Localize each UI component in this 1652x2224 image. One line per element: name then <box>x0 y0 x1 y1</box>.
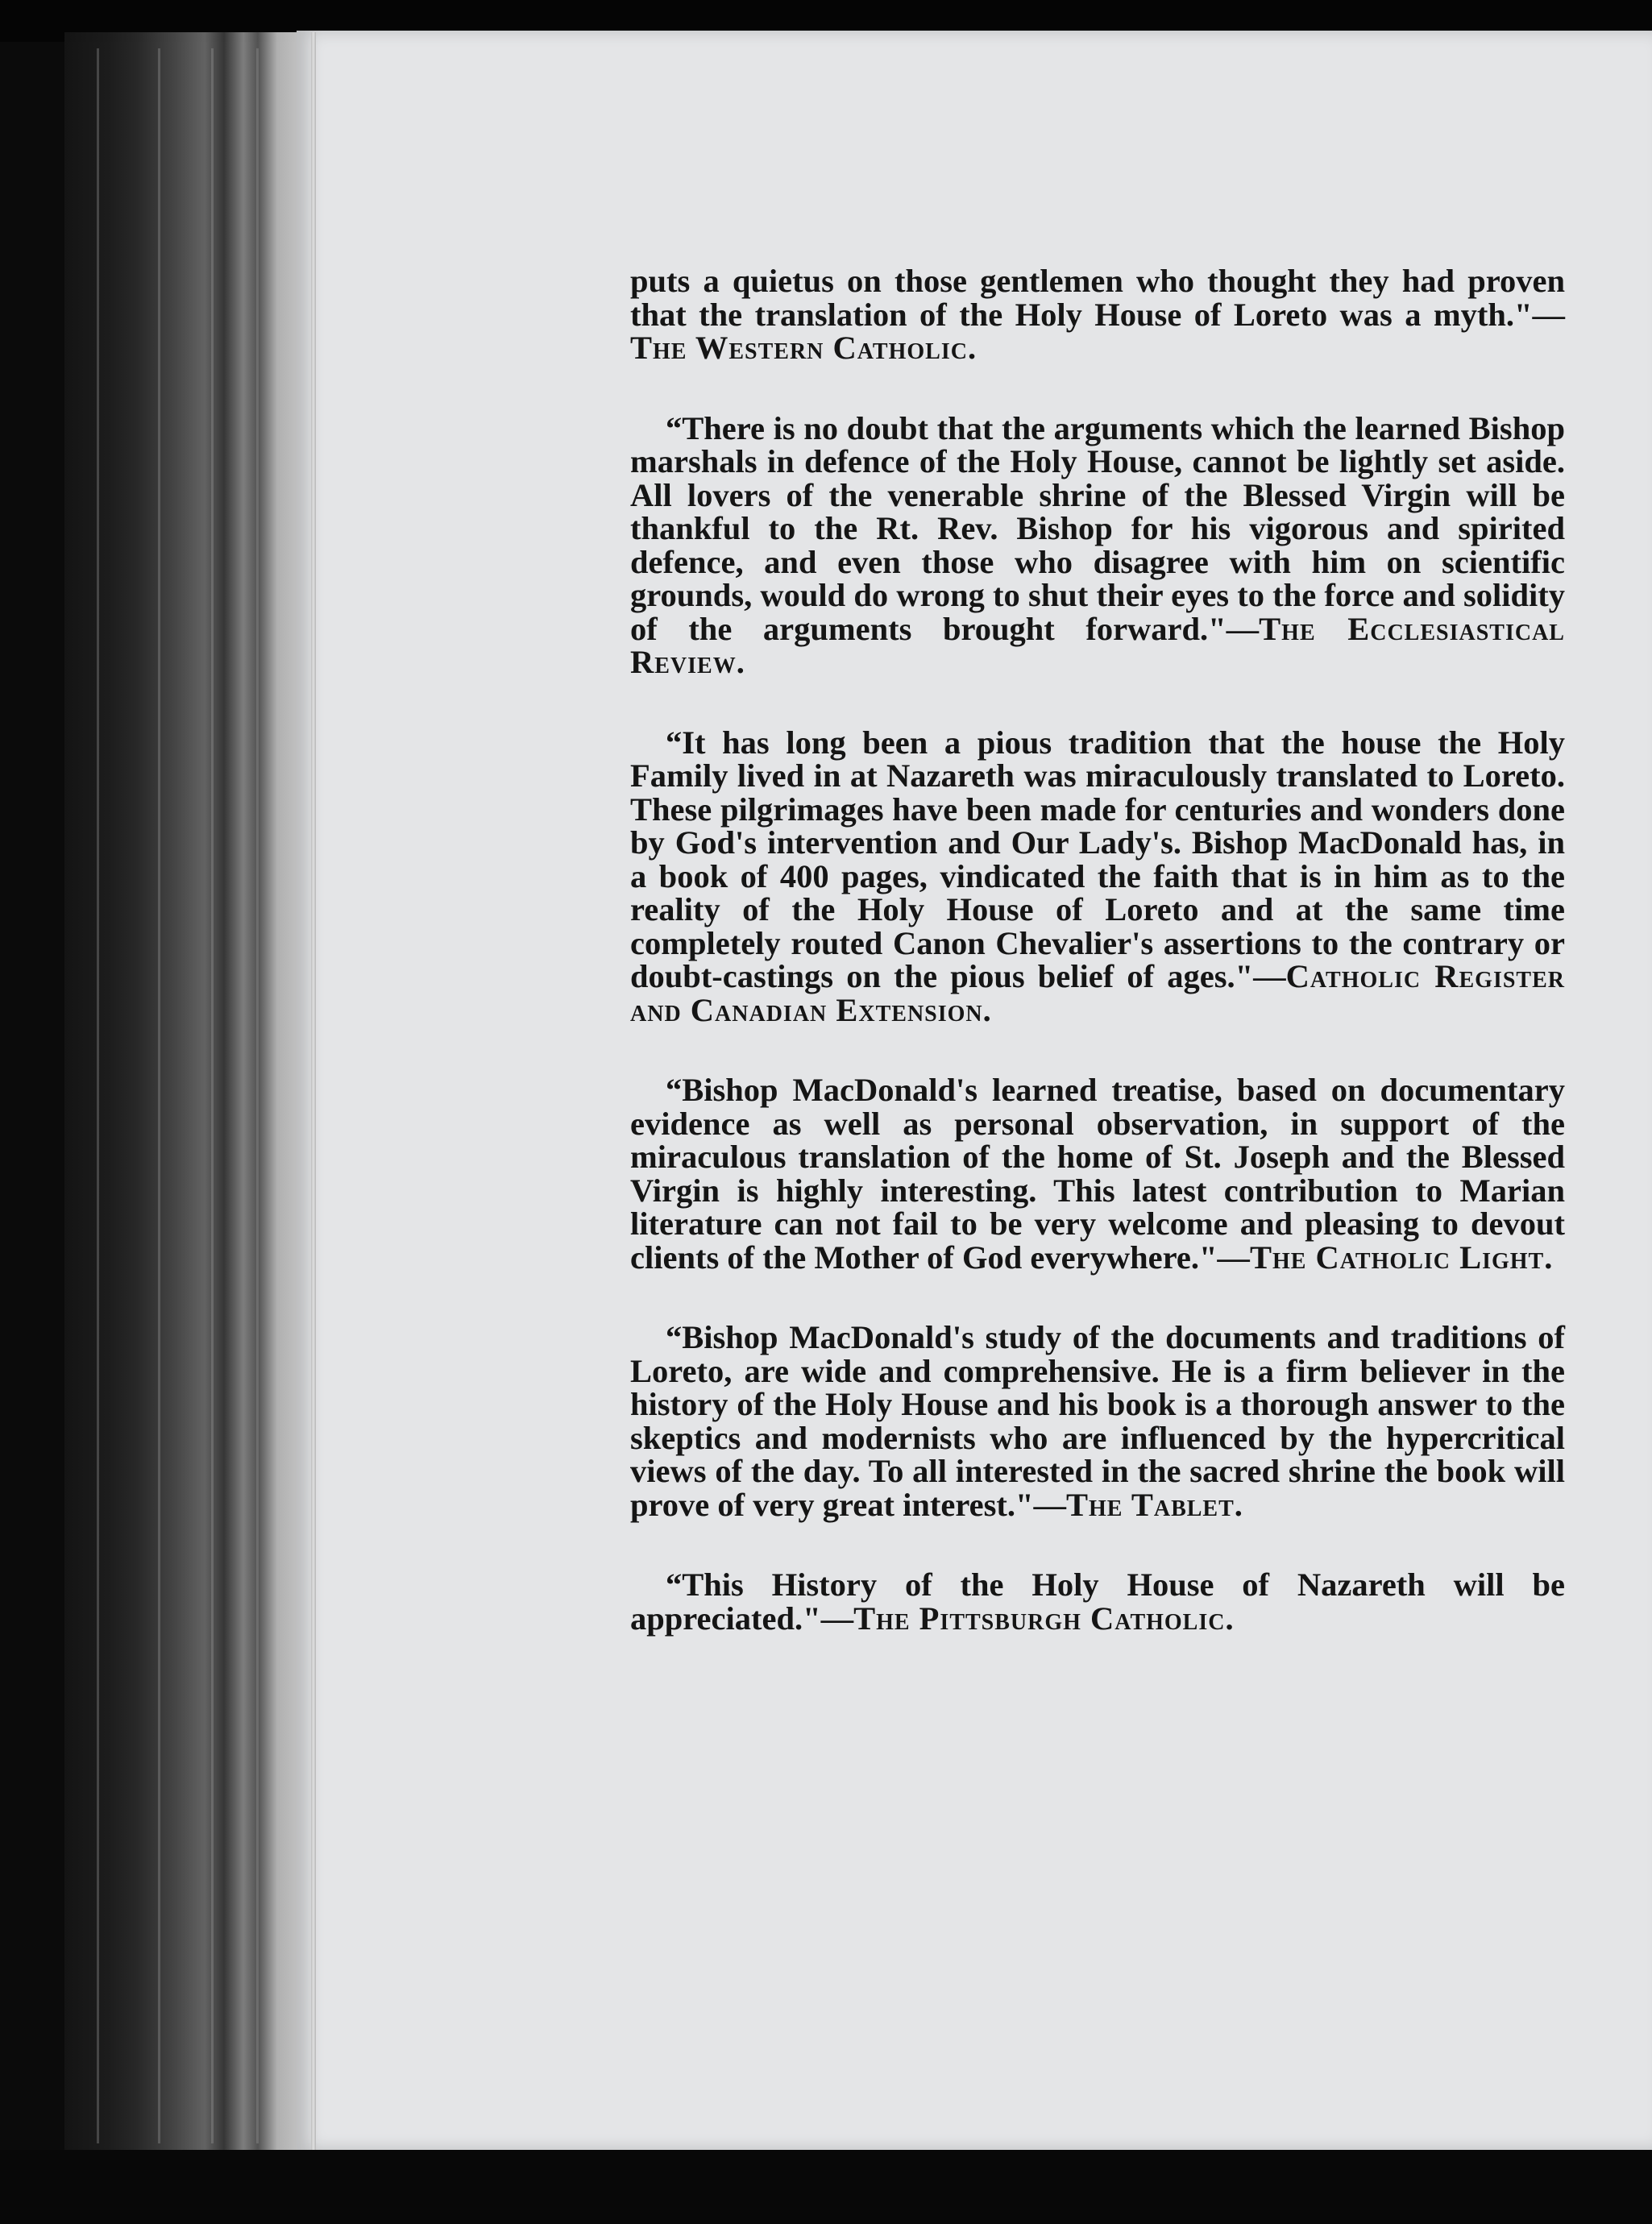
quotation-paragraph <box>630 264 1565 365</box>
quotation-text: “Bishop MacDonald's learned treatise, based on documentary evidence as well as personal observation, in support of the miraculous translation of the home of St. Joseph and the Blessed Virgin is highly interesting. This latest contribution to Marian literature can not fail to be very welcome and pleasing to devout clients of the Mother of God everywhere."— <box>630 1072 1565 1276</box>
scan-bottom-border <box>0 2150 1652 2224</box>
page-fold-rule <box>311 32 316 2151</box>
quotation-source: The Catholic Light. <box>1249 1239 1554 1276</box>
quotation-paragraph <box>630 1568 1565 1635</box>
quotation-source: Catholic Register and Canadian Extension. <box>630 958 1565 1028</box>
spine-streak <box>97 48 99 2143</box>
spine-streak <box>256 48 259 2143</box>
quotation-source: The Tablet. <box>1065 1486 1243 1523</box>
quotation-text: “It has long been a pious tradition that the house the Holy Family lived in at Nazareth was miraculously translated to Loreto. These pilgrimages have been made for centuries and wonders done by God's intervention and Our Lady's. Bishop MacDonald has, in a book of 400 pages, vindicated the faith that is in him as to the reality of the Holy House of Loreto and at the same time completely routed Canon Chevalier's assertions to the contrary or doubt-castings on the pious belief of ages."— <box>630 724 1565 994</box>
review-quotations <box>630 264 1565 1635</box>
quotation-text: puts a quietus on those gentlemen who thought they had proven that the translation of the Holy House of Loreto was a myth."— <box>630 263 1565 333</box>
quotation-source: The Pittsburgh Catholic. <box>853 1600 1235 1637</box>
quotation-paragraph <box>630 1073 1565 1274</box>
quotation-paragraph <box>630 1321 1565 1521</box>
quotation-source: The Western Catholic. <box>630 330 978 366</box>
quotation-paragraph <box>630 409 1565 680</box>
book-spine-edge <box>64 32 306 2160</box>
quotation-text: “This History of the Holy House of Nazareth will be appreciated."— <box>630 1566 1565 1637</box>
spine-streak <box>211 48 214 2143</box>
quotation-text: “Bishop MacDonald's study of the documents and traditions of Loreto, are wide and comprehensive. He is a firm believer in the history of the Holy House and his book is a thorough answer to the skeptics and modernists who are influenced by the hypercritical views of the day. To all interested in the sacred shrine the book will prove of very great interest."— <box>630 1319 1565 1523</box>
spine-streak <box>158 48 160 2143</box>
quotation-source: The Ecclesiastical Review. <box>630 610 1565 680</box>
quotation-text: “There is no doubt that the arguments which the learned Bishop marshals in defence of the Holy House, cannot be lightly set aside. All lovers of the venerable shrine of the Blessed Virgin will be thankful to the Rt. Rev. Bishop for his vigorous and spirited defence, and even those who disagree with him on scientific grounds, would do wrong to shut their eyes to the force and solidity of the arguments brought forward."— <box>630 409 1565 647</box>
quotation-paragraph <box>630 726 1565 1027</box>
